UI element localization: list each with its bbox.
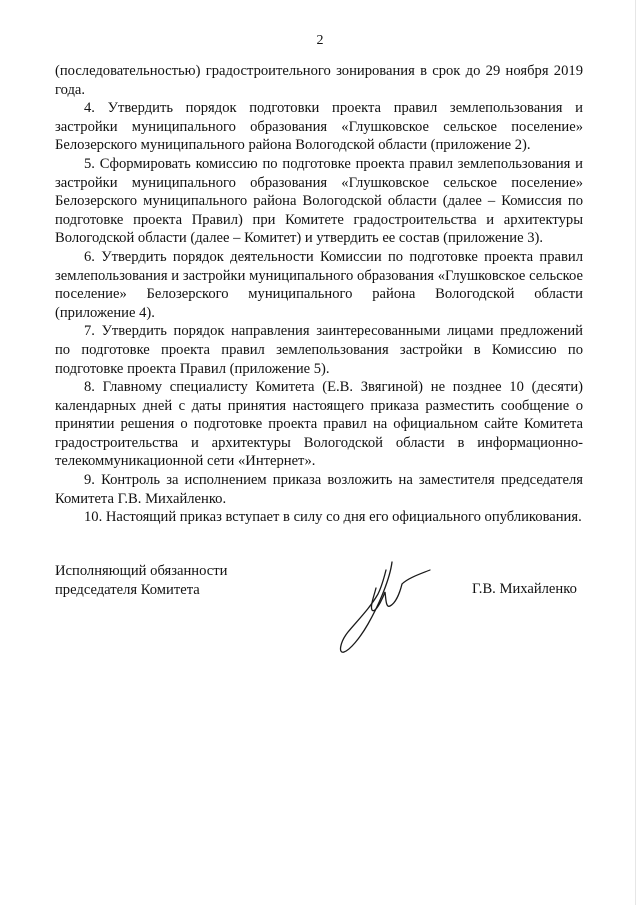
paragraph-item-8: 8. Главному специалисту Комитета (Е.В. Звягиной) не позднее 10 (десяти) календарных дней с даты принятия настоящего приказа разместить сообщение о принятии решения о подготовке проекта правил на официальном сайте Комитета градостроительства и архитектуры Вологодской области в информационно-телекоммуникационной сети «Интернет». — [55, 379, 583, 470]
scan-edge — [635, 0, 636, 905]
paragraph-item-10: 10. Настоящий приказ вступает в силу со дня его официального опубликования. — [84, 509, 582, 526]
document-body — [55, 62, 583, 527]
paragraph-item-4: 4. Утвердить порядок подготовки проекта правил землепользования и застройки муниципального образования «Глушковское сельское поселение» Белозерского муниципального района Вологодской области (приложение 2). — [55, 100, 583, 154]
signer-position — [55, 562, 227, 599]
signer-position-line-2: председателя Комитета — [55, 581, 200, 598]
page-number: 2 — [316, 33, 324, 48]
paragraph-continuation: (последовательностью) градостроительного зонирования в срок до 29 ноября 2019 года. — [55, 63, 583, 98]
signer-position-line-1: Исполняющий обязанности — [55, 563, 228, 579]
signer-name: Г.В. Михайленко — [472, 581, 577, 597]
paragraph-item-6: 6. Утвердить порядок деятельности Комиссии по подготовке проекта правил землепользования и застройки муниципального образования «Глушковское сельское поселение» Белозерского муниципального района Вологодской области (приложение 4). — [55, 248, 583, 321]
paragraph-item-9: 9. Контроль за исполнением приказа возложить на заместителя председателя Комитета Г.В. Михайленко. — [55, 472, 583, 507]
paragraph-item-5: 5. Сформировать комиссию по подготовке проекта правил землепользования и застройки муниципального образования «Глушковское сельское поселение» Белозерского муниципального района Вологодской области (далее – Комиссия по подготовке проекта Правил) при Комитете градостроительства и архитектуры Вологодской области (далее – Комитет) и утвердить ее состав (приложение 3). — [55, 155, 583, 247]
handwritten-signature — [330, 548, 450, 658]
paragraph-item-7: 7. Утвердить порядок направления заинтересованными лицами предложений по подготовке проекта правил землепользования застройки в Комиссию по подготовке проекта Правил (приложение 5). — [55, 323, 583, 377]
